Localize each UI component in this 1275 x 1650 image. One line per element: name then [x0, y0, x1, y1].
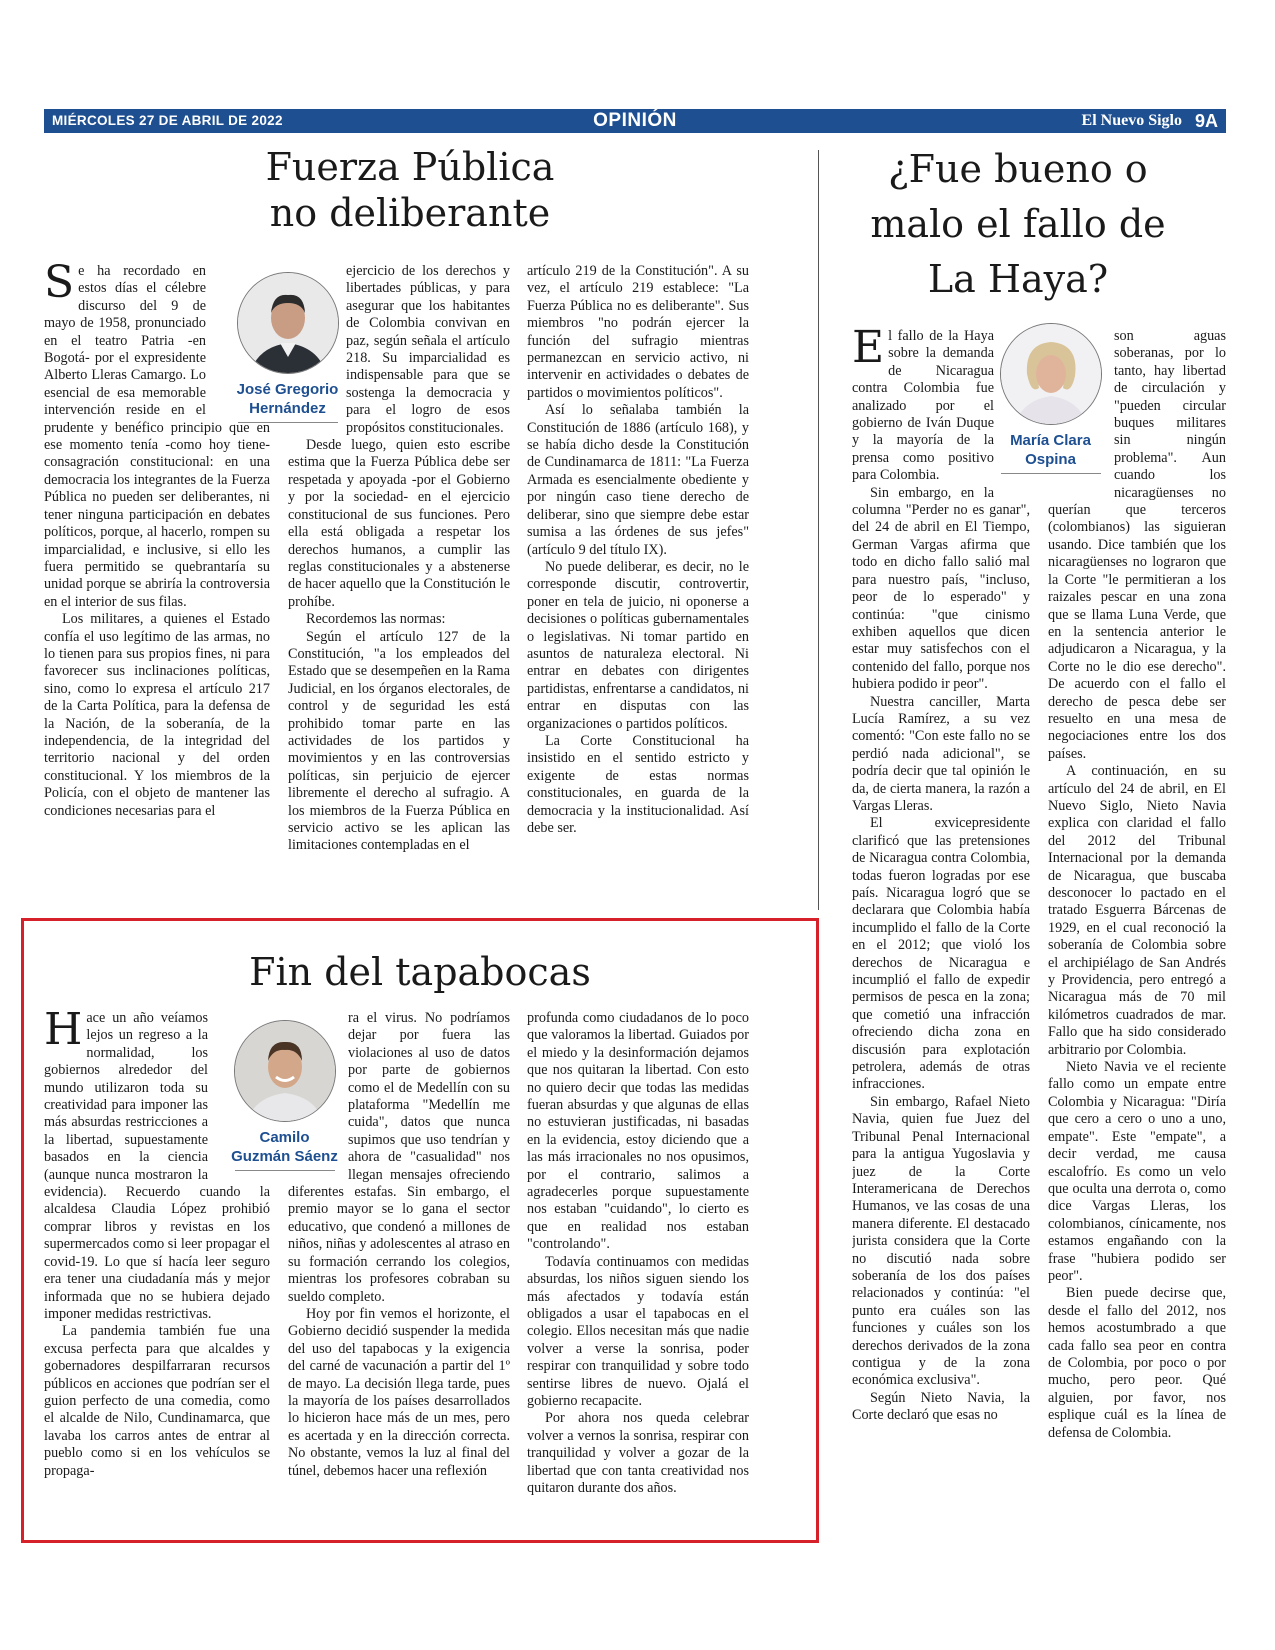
article1-column-3: [527, 263, 749, 855]
portrait-spacer: [994, 328, 1030, 486]
paragraph: Desde luego, quien esto escribe estima que la Fuerza Pública debe ser respetada y apoyada -por el Gobierno y por la sociedad- en el ejercicio constitucional de sus funciones. Pero ella está obligada a respetar los derechos humanos, a cumplir las reglas constitucionales y a abstenerse de hacer aquello que la Constitución le prohíbe.: [288, 437, 510, 610]
paragraph: El exvicepresidente clarificó que las pretensiones de Nicaragua contra Colombia, todas fueron logradas por ese país. Nicaragua logró que se declarara que Colombia había incumplido el fallo de la Corte en el 2012; que violó los derechos de Nicaragua e incumplió el fallo de expedir permisos de pesca en la zona; que cometió una infracción ofreciendo dicha zona en discusión para explotación petrolera, además de otras infracciones.: [852, 815, 1030, 1093]
drop-cap: E: [852, 328, 885, 373]
page-number: 9A: [1194, 111, 1218, 131]
headline-line: ¿Fue bueno o: [888, 147, 1148, 191]
article-headline-fin-del-tapabocas: [30, 950, 810, 996]
paragraph: Hoy por fin vemos el horizonte, el Gobierno decidió suspender la medida del uso del tapabocas y la exigencia del carné de vacunación a partir del 1º de mayo. La decisión llega tarde, pues la mayoría de los países desarrollados lo hicieron hace más de un mes, pero es acertada y en la dirección correcta. No obstante, vemos la luz al final del túnel, debemos hacer una reflexión: [288, 1305, 510, 1479]
paragraph: Todavía continuamos con medidas absurdas, los niños siguen siendo los más afectados y todavía están obligados a usar el tapabocas en el colegio. Ellos necesitan más que nadie volver a verse la sonrisa, poder respirar con tranquilidad y sobre todo sentirse libres de nuevo. Ojalá el gobierno recapacite.: [527, 1253, 749, 1409]
paragraph: La Corte Constitucional ha insistido en el sentido estricto y exigente de estas normas constitucionales, en guarda de la democracia y la institucionalidad. Así debe ser.: [527, 732, 749, 836]
article3-column-1: [44, 1010, 270, 1528]
paragraph: Recordemos las normas:: [306, 611, 446, 628]
page-header-band: [44, 109, 1226, 133]
column-divider: [818, 150, 819, 910]
portrait-spacer: [288, 263, 346, 435]
paragraph: La pandemia también fue una excusa perfecta para que alcaldes y gobernadores despilfarraran recursos públicos en acciones que podrían ser el guion perfecto de una comedia, como el alcalde de Nilo, Cundinamarca, que lavaba los carros antes de entrar al pueblo como si en los vehículos se propaga-: [44, 1323, 270, 1479]
paragraph: ra el virus. No podríamos dejar por fuera las violaciones al uso de datos por parte de gobiernos como el de Medellín con su plataforma "Medellín me cuida", datos que nunca supimos que uso tendrían y ahora de "casualidad" nos llegan mensajes ofreciendo diferentes estafas. Sin embargo, el premio mayor se lo gana el sector educativo, que condenó a millones de niños, niñas y adolescentes al atraso en su formación cerrando los colegios, mientras los profesores cobraban su sueldo completo.: [288, 1010, 510, 1305]
author-name-line: Hernández: [249, 400, 326, 417]
author-name-line: Guzmán Sáenz: [231, 1148, 338, 1165]
portrait-spacer: [206, 263, 270, 408]
paragraph: Según el artículo 127 de la Constitución, "a los empleados del Estado que se desempeñen en la Rama Judicial, en los órganos electorales, de control y de seguridad les está prohibido tomar parte en las actividades de los partidos y movimientos y en las controversias políticas, sin perjuicio de ejercer libremente el derecho al sufragio. A los miembros de la Fuerza Pública en servicio activo se les aplican las limitaciones contempladas en el: [288, 628, 510, 854]
paragraph: Nuestra canciller, Marta Lucía Ramírez, a su vez comentó: "Con este fallo no se perdió nada adicional", se podría decir que tal opinión le da, de cierta manera, la razón a Vargas Lleras.: [852, 693, 1030, 814]
headline-line: La Haya?: [927, 257, 1109, 301]
paragraph: Hace un año veíamos lejos un regreso a la normalidad, los gobiernos alrededor del mundo utilizaron toda su creatividad para imponer las más absurdas restricciones a la libertad, supuestamente basados en la ciencia (aunque nunca mostraron la evidencia). Recuerdo cuando la alcaldesa Claudia López prohibió comprar libros y revistas en los supermercados como si leer propagar el covid-19. Lo que sí hacía leer seguro era tener una ciudadanía más y mejor informada que no se hubiera dejado imponer medidas restrictivas.: [44, 1010, 270, 1322]
paragraph: El fallo de la Haya sobre la demanda de Nicaragua contra Colombia fue analizado por el gobierno de Iván Duque y la mayoría de la prensa como positivo para Colombia.: [852, 328, 994, 484]
paragraph: No puede deliberar, es decir, no le corresponde discutir, controvertir, poner en tela de juicio, ni oponerse a decisiones o políticas gubernamentales o legislativas. Ni tomar partido en asuntos de naturaleza electoral. Ni entrar en debates con dirigentes partidistas, enfrentarse a candidatos, ni entrar en disputas con las organizaciones o partidos políticos.: [527, 558, 749, 732]
paragraph: Bien puede decirse que, desde el fallo del 2012, nos hemos acostumbrado a que cada fallo sea peor en contra de Colombia, por poco o por mucho, pero peor. Qué alguien, por favor, nos esplique cuál es la línea de defensa de Colombia.: [1048, 1285, 1226, 1441]
article2-column-1: [852, 328, 1030, 1518]
paragraph: Según Nieto Navia, la Corte declaró que esas no: [852, 1389, 1030, 1424]
paragraph: Los militares, a quienes el Estado confía el uso legítimo de las armas, no lo tienen para sus propios fines, ni para favorecer sus inclinaciones políticas, sino, como lo expresa el artículo 217 de la Carta Política, para la defensa de la Nación, de la soberanía, de la independencia, de la integridad del territorio nacional y del orden constitucional. Y los miembros de la Policía, con el objeto de mantener las condiciones necesarias para el: [44, 611, 270, 819]
article1-column-1: [44, 263, 270, 855]
portrait-spacer: [288, 1010, 348, 1176]
headline-line: Fin del tapabocas: [249, 950, 591, 994]
paragraph: profunda como ciudadanos de lo poco que valoramos la libertad. Guiados por el miedo y la desinformación dejamos que nos quitaran la libertad. Con esto no quiero decir que todas las medidas fueran absurdas y que algunas de ellas no estuvieran justificadas, ni basadas en la evidencia, estoy diciendo que a las más irracionales no nos opusimos, por el contrario, salimos a agradecerles porque supuestamente nos estaban "cuidando", lo cierto es que en realidad nos estaban "controlando".: [527, 1010, 749, 1253]
drop-cap: H: [44, 1010, 83, 1055]
article3-column-2: [288, 1010, 510, 1528]
article2-column-2: [1048, 328, 1226, 1518]
headline-line: no deliberante: [269, 190, 551, 235]
paragraph: Por ahora nos queda celebrar volver a vernos la sonrisa, respirar con tranquilidad y volver a gozar de la libertad que con tanta creatividad nos quitaron durante dos años.: [527, 1410, 749, 1496]
paragraph: A continuación, en su artículo del 24 de abril, en El Nuevo Siglo, Nieto Navia explica con claridad el fallo del 2012 del Tribunal Internacional por la demanda de Nicaragua, que buscaba desconocer lo pactado en el tratado Esguerra Bárcenas de 1929, en el cual reconoció la soberanía de Colombia sobre el archipiélago de San Andrés y Providencia, pero entregó a Nicaragua más de 70 mil kilómetros cuadrados de mar. Fallo que ha sido considerado arbitrario por Colombia.: [1048, 763, 1226, 1058]
author-name-line: José Gregorio: [236, 381, 339, 398]
article-headline-fuerza-publica: [40, 145, 780, 236]
newspaper-name: El Nuevo Siglo: [1081, 112, 1182, 129]
paragraph: Sin embargo, en la columna "Perder no es ganar", del 24 de abril en El Tiempo, German Vargas afirma que todo en dicho fallo salió mal para nuestro país, "incluso, peor de lo esperado" y continúa: "que cinismo exhiben aquellos que dicen estar muy satisfechos con el contenido del fallo, porque nos hubiera podido ir peor".: [852, 484, 1030, 693]
article3-column-3: [527, 1010, 749, 1528]
paragraph: son aguas soberanas, por lo tanto, hay libertad de circulación y "pueden circular buques militares sin ningún problema". Aun cuando los nicaragüenses no querían que terceros (colombianos) las siguieran usando. Dice también que los nicaragüenses no lograron que la Corte "le permitieran a los raizales pescar en una zona que se llama Luna Verde, que en la sentencia anterior le adjudicaron a Nicaragua, y la Corte no le dio ese derecho". De acuerdo con el fallo el derecho de pesca debe ser resuelto en una mesa de negociaciones entre los dos países.: [1048, 328, 1226, 762]
paragraph: Así lo señalaba también la Constitución de 1886 (artículo 168), y se había dicho desde la Constitución de Cundinamarca de 1811: "La Fuerza Armada es esencialmente obediente y por ningún caso tiene derecho de deliberar, sino que siempre debe estar sumisa a las órdenes de sus jefes" (artículo 9 del título IX).: [527, 402, 749, 558]
article-headline-fallo-la-haya: [828, 142, 1208, 307]
paragraph: Se ha recordado en estos días el célebre discurso del 9 de mayo de 1958, pronunciado en el teatro Patria -en Bogotá- por el expresidente Alberto Lleras Camargo. Lo esencial de esa memorable intervención reside en el prudente y benéfico principio que en ese momento tenía -como hoy tiene- consagración constitucional: en una democracia los integrantes de la Fuerza Pública no pueden ser deliberantes, ni tener ninguna participación en debates políticos, porque, al hacerlo, rompen su imparcialidad, e inclusive, si ello les fuera permitido se quebrantaría su unidad porque se abriría la controversia en el interior de sus filas.: [44, 263, 270, 610]
article1-column-2: [288, 263, 510, 855]
portrait-spacer: [1048, 328, 1114, 486]
portrait-spacer: [208, 1010, 270, 1168]
issue-date: MIÉRCOLES 27 DE ABRIL DE 2022: [52, 113, 283, 128]
author-name-line: Camilo: [259, 1129, 310, 1146]
author-name-line: María Clara: [1010, 432, 1091, 449]
headline-line: malo el fallo de: [870, 202, 1166, 246]
paragraph: artículo 219 de la Constitución". A su vez, el artículo 219 establece: "La Fuerza Pública no es deliberante". Sus miembros "no podrán ejercer la función del sufragio mientras permanezcan en servicio activo, ni intervenir en actividades o debates de partidos o movimientos políticos".: [527, 263, 749, 401]
headline-line: Fuerza Pública: [265, 145, 555, 189]
section-title: OPINIÓN: [593, 110, 677, 131]
paragraph: ejercicio de los derechos y libertades públicas, y para asegurar que los habitantes de Colombia convivan en paz, según señala el artículo 218. Su imparcialidad es indispensable para que se sostenga la democracia y para el logro de esos propósitos constitucionales.: [346, 263, 510, 436]
paragraph: Sin embargo, Rafael Nieto Navia, quien fue Juez del Tribunal Penal Internacional para la antigua Yugoslavia y juez de la Corte Interamericana de Derechos Humanos, ve las cosas de una manera diferente. El destacado jurista considera que la Corte no discutió nada sobre soberanía de los dos países relacionados y continúa: "el punto era cuáles son las funciones y cuáles son los derechos derivados de la zona contigua y de la zona económica exclusiva".: [852, 1093, 1030, 1389]
drop-cap: S: [44, 263, 75, 308]
author-name-line: Ospina: [1025, 451, 1076, 468]
paragraph: Nieto Navia ve el reciente fallo como un empate entre Colombia y Nicaragua: "Diría que cero a cero o uno a uno, empate". Este "empate", a decir verdad, me causa escalofrío. Es como un velo que oculta una derrota o, como dice Vargas Lleras, los colombianos, cínicamente, nos estamos engañando con la frase "hubiera podido ser peor".: [1048, 1059, 1226, 1284]
